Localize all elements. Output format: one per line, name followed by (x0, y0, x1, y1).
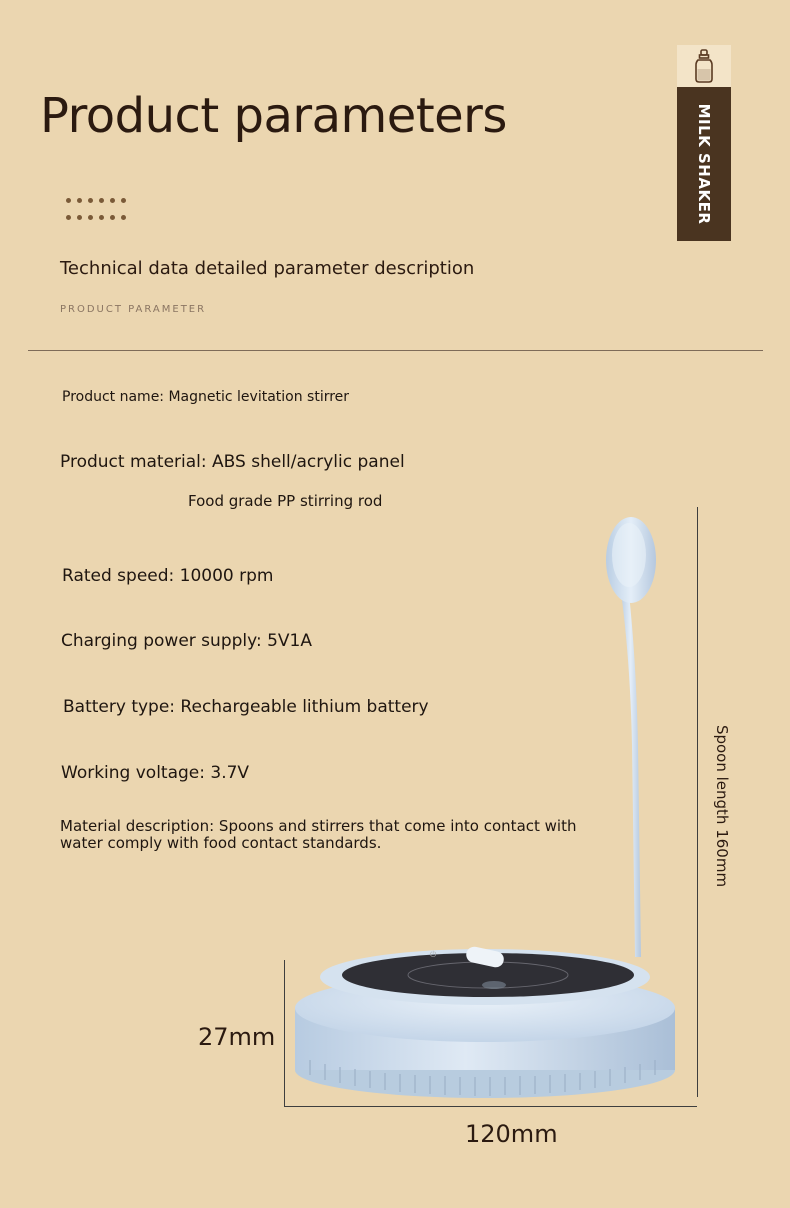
power-icon: ⏻ (430, 950, 437, 959)
dot (110, 215, 115, 220)
badge-icon-area (677, 45, 731, 87)
width-dimension-line (284, 1106, 697, 1107)
dot (99, 198, 104, 203)
spec-charging-power: Charging power supply: 5V1A (61, 631, 312, 651)
dot (77, 198, 82, 203)
spec-working-voltage: Working voltage: 3.7V (61, 763, 250, 783)
decorative-dots (66, 198, 132, 224)
spec-rated-speed: Rated speed: 10000 rpm (62, 566, 274, 586)
stirrer-base-icon (295, 945, 675, 1098)
height-dimension-line (284, 960, 285, 1107)
spec-product-name: Product name: Magnetic levitation stirrer (62, 389, 350, 405)
dot (77, 215, 82, 220)
section-subtitle-en: PRODUCT PARAMETER (60, 304, 207, 315)
badge-text: MILK SHAKER (695, 103, 713, 225)
dot (99, 215, 104, 220)
dot (88, 215, 93, 220)
width-label: 120mm (465, 1120, 558, 1148)
spec-product-material: Product material: ABS shell/acrylic panel (60, 452, 405, 472)
dot (110, 198, 115, 203)
page-title: Product parameters (40, 88, 507, 144)
product-illustration (280, 515, 700, 1105)
spoon-icon (606, 517, 656, 957)
spec-battery-type: Battery type: Rechargeable lithium battery (63, 697, 429, 717)
spoon-length-label: Spoon length 160mm (713, 724, 731, 888)
divider (28, 350, 763, 351)
milk-bottle-icon (692, 49, 716, 83)
height-label: 27mm (198, 1023, 276, 1051)
dot (121, 198, 126, 203)
spec-material-description: Material description: Spoons and stirrers that come into contact with water comply with food contact standards. (60, 817, 577, 852)
section-subtitle: Technical data detailed parameter description (60, 258, 475, 279)
spoon-dimension-line (697, 507, 698, 1097)
dot (88, 198, 93, 203)
dot (66, 198, 71, 203)
product-badge (677, 45, 731, 241)
spec-material-extra: Food grade PP stirring rod (188, 492, 383, 510)
dot (121, 215, 126, 220)
dot (66, 215, 71, 220)
